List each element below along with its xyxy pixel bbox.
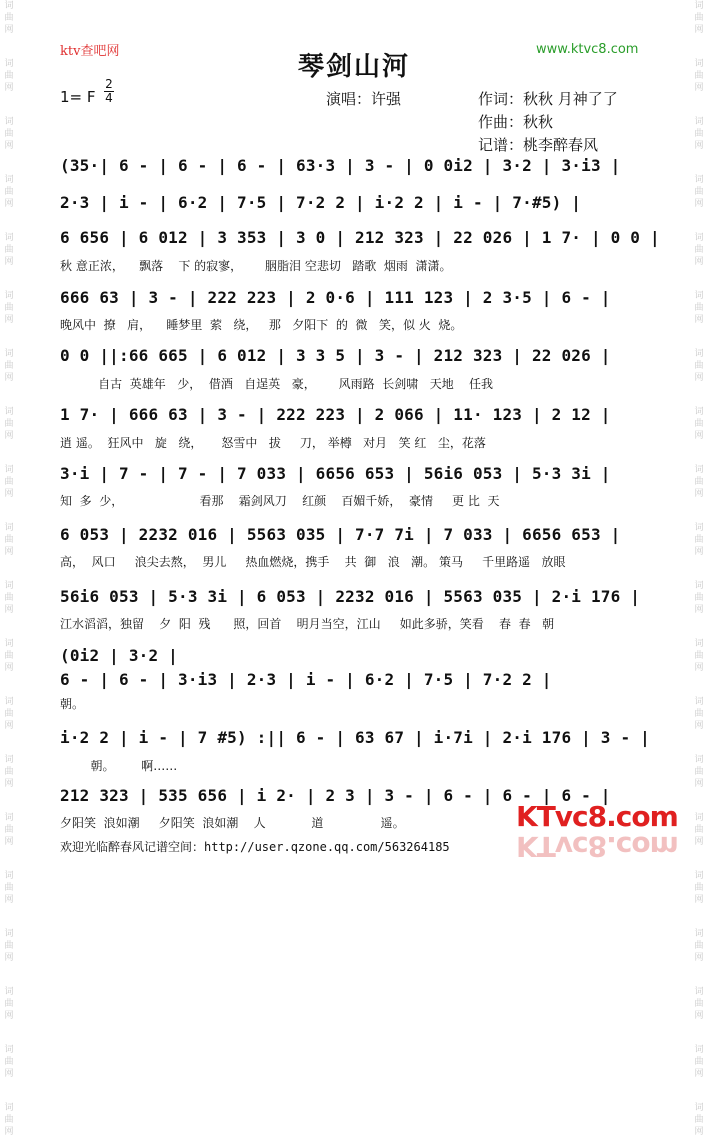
watermark-text: 词 曲 网 [694, 233, 704, 267]
watermark-text: 词 曲 网 [694, 755, 704, 789]
watermark-text: 词 曲 网 [694, 465, 704, 499]
watermark-text: 词 曲 网 [4, 175, 14, 209]
watermark-text: 词 曲 网 [4, 929, 14, 963]
watermark-text: 词 曲 网 [694, 1045, 704, 1079]
watermark-text: 词 曲 网 [4, 871, 14, 905]
watermark-text: 词 曲 网 [4, 755, 14, 789]
side-watermark-right [692, 0, 706, 1137]
lyric-line-10: 夕阳笑 浪如潮 夕阳笑 浪如潮 人 道 遥。 [60, 816, 405, 830]
lyric-line-8: 朝。 [60, 697, 85, 711]
notation-line-11: 6 - | 6 - | 3·i3 | 2·3 | i - | 6·2 | 7·5 | 7·2 2 | [60, 670, 552, 689]
watermark-text: 词 曲 网 [694, 291, 704, 325]
time-signature [104, 78, 114, 105]
lyric-line-5: 知 多 少， 看那 霜剑风刀 红颜 百媚千娇， 豪情 更 比 天 [60, 494, 500, 508]
site-logo-reflection: KTvc8.com [516, 830, 678, 863]
time-signature-bottom: 4 [105, 91, 113, 105]
lyricist-credit: 作词：秋秋 月神了了 [478, 90, 618, 108]
watermark-text: 词 曲 网 [694, 813, 704, 847]
watermark-text: 词 曲 网 [4, 639, 14, 673]
notation-line-12: i·2 2 | i - | 7 #5) :|| 6 - | 63 67 | i·7i | 2·i 176 | 3 - | [60, 728, 650, 747]
lyric-line-6: 高， 风口 浪尖去熬， 男儿 热血燃烧，携手 共 御 浪 潮。 策马 千里路遥 放眼 [60, 555, 566, 569]
watermark-text: 词 曲 网 [4, 117, 14, 151]
key-signature: 1= F [60, 88, 96, 106]
lyric-line-2: 晚风中 撩 肩， 睡梦里 萦 绕， 那 夕阳下 的 微 笑，似 火 烧。 [60, 318, 463, 332]
watermark-text: 词 曲 网 [4, 523, 14, 557]
watermark-text: 词 曲 网 [694, 117, 704, 151]
watermark-text: 词 曲 网 [694, 987, 704, 1021]
watermark-text: 词 曲 网 [694, 1, 704, 35]
watermark-text: 词 曲 网 [694, 871, 704, 905]
notation-line-6: 1 7· | 666 63 | 3 - | 222 223 | 2 066 | 11· 123 | 2 12 | [60, 405, 611, 424]
notation-line-4: 666 63 | 3 - | 222 223 | 2 0·6 | 111 123 | 2 3·5 | 6 - | [60, 288, 611, 307]
notation-line-8: 6 053 | 2232 016 | 5563 035 | 7·7 7i | 7 033 | 6656 653 | [60, 525, 621, 544]
watermark-text: 词 曲 网 [694, 929, 704, 963]
watermark-text: 词 曲 网 [4, 349, 14, 383]
watermark-text: 词 曲 网 [4, 233, 14, 267]
watermark-text: 词 曲 网 [694, 523, 704, 557]
watermark-text: 词 曲 网 [4, 813, 14, 847]
watermark-text: 词 曲 网 [694, 59, 704, 93]
notation-line-5: 0 0 ||:66 665 | 6 012 | 3 3 5 | 3 - | 212 323 | 22 026 | [60, 346, 611, 365]
lyric-line-3: 自古 英雄年 少， 借酒 自逞英 豪， 风雨路 长剑啸 天地 任我 [60, 377, 493, 391]
lyric-line-1: 秋 意正浓， 飘落 下 的寂寥， 胭脂泪 空悲切 踏歌 烟雨 潇潇。 [60, 259, 452, 273]
watermark-text: 词 曲 网 [694, 407, 704, 441]
notation-line-2: 2·3 | i - | 6·2 | 7·5 | 7·2 2 | i·2 2 | i - | 7·#5) | [60, 193, 582, 212]
watermark-text: 词 曲 网 [4, 987, 14, 1021]
watermark-text: 词 曲 网 [694, 175, 704, 209]
watermark-text: 词 曲 网 [694, 639, 704, 673]
site-label-left[interactable]: ktv查吧网 [60, 44, 120, 59]
watermark-text: 词 曲 网 [4, 59, 14, 93]
transcriber-credit: 记谱：桃李醉春风 [478, 136, 599, 154]
side-watermark-left [2, 0, 16, 1137]
notation-line-13: 212 323 | 535 656 | i 2· | 2 3 | 3 - | 6 - | 6 - | 6 - | [60, 786, 611, 805]
watermark-text: 词 曲 网 [694, 697, 704, 731]
lyric-line-7: 江水滔滔，独留 夕 阳 残 照，回首 明月当空，江山 如此多骄，笑看 春 春 朝 [60, 617, 555, 631]
watermark-text: 词 曲 网 [694, 1103, 704, 1137]
watermark-text: 词 曲 网 [4, 1103, 14, 1137]
notation-line-10: (0i2 | 3·2 | [60, 646, 178, 665]
lyric-line-9: 朝。 啊…… [60, 759, 178, 773]
watermark-text: 词 曲 网 [694, 349, 704, 383]
watermark-text: 词 曲 网 [4, 697, 14, 731]
watermark-text: 词 曲 网 [4, 291, 14, 325]
watermark-text: 词 曲 网 [4, 465, 14, 499]
footer-note[interactable]: 欢迎光临醉春风记谱空间：http://user.qzone.qq.com/563264185 [60, 840, 450, 854]
composer-credit: 作曲：秋秋 [478, 113, 554, 131]
notation-line-9: 56i6 053 | 5·3 3i | 6 053 | 2232 016 | 5563 035 | 2·i 176 | [60, 587, 641, 606]
singer: 演唱：许强 [326, 90, 402, 108]
site-logo: KTvc8.com [516, 800, 678, 833]
watermark-text: 词 曲 网 [4, 1, 14, 35]
notation-line-1: (35·| 6 - | 6 - | 6 - | 63·3 | 3 - | 0 0i2 | 3·2 | 3·i3 | [60, 156, 621, 175]
song-title: 琴剑山河 [297, 52, 410, 82]
time-signature-top: 2 [105, 77, 113, 91]
watermark-text: 词 曲 网 [4, 1045, 14, 1079]
lyric-line-4: 逍 遥。 狂风中 旋 绕， 怒雪中 拔 刀， 举樽 对月 笑 红 尘，花落 [60, 436, 486, 450]
site-label-right[interactable]: www.ktvc8.com [536, 42, 639, 57]
watermark-text: 词 曲 网 [4, 581, 14, 615]
notation-line-3: 6 656 | 6 012 | 3 353 | 3 0 | 212 323 | 22 026 | 1 7· | 0 0 | [60, 228, 660, 247]
watermark-text: 词 曲 网 [694, 581, 704, 615]
watermark-text: 词 曲 网 [4, 407, 14, 441]
notation-line-7: 3·i | 7 - | 7 - | 7 033 | 6656 653 | 56i6 053 | 5·3 3i | [60, 464, 611, 483]
